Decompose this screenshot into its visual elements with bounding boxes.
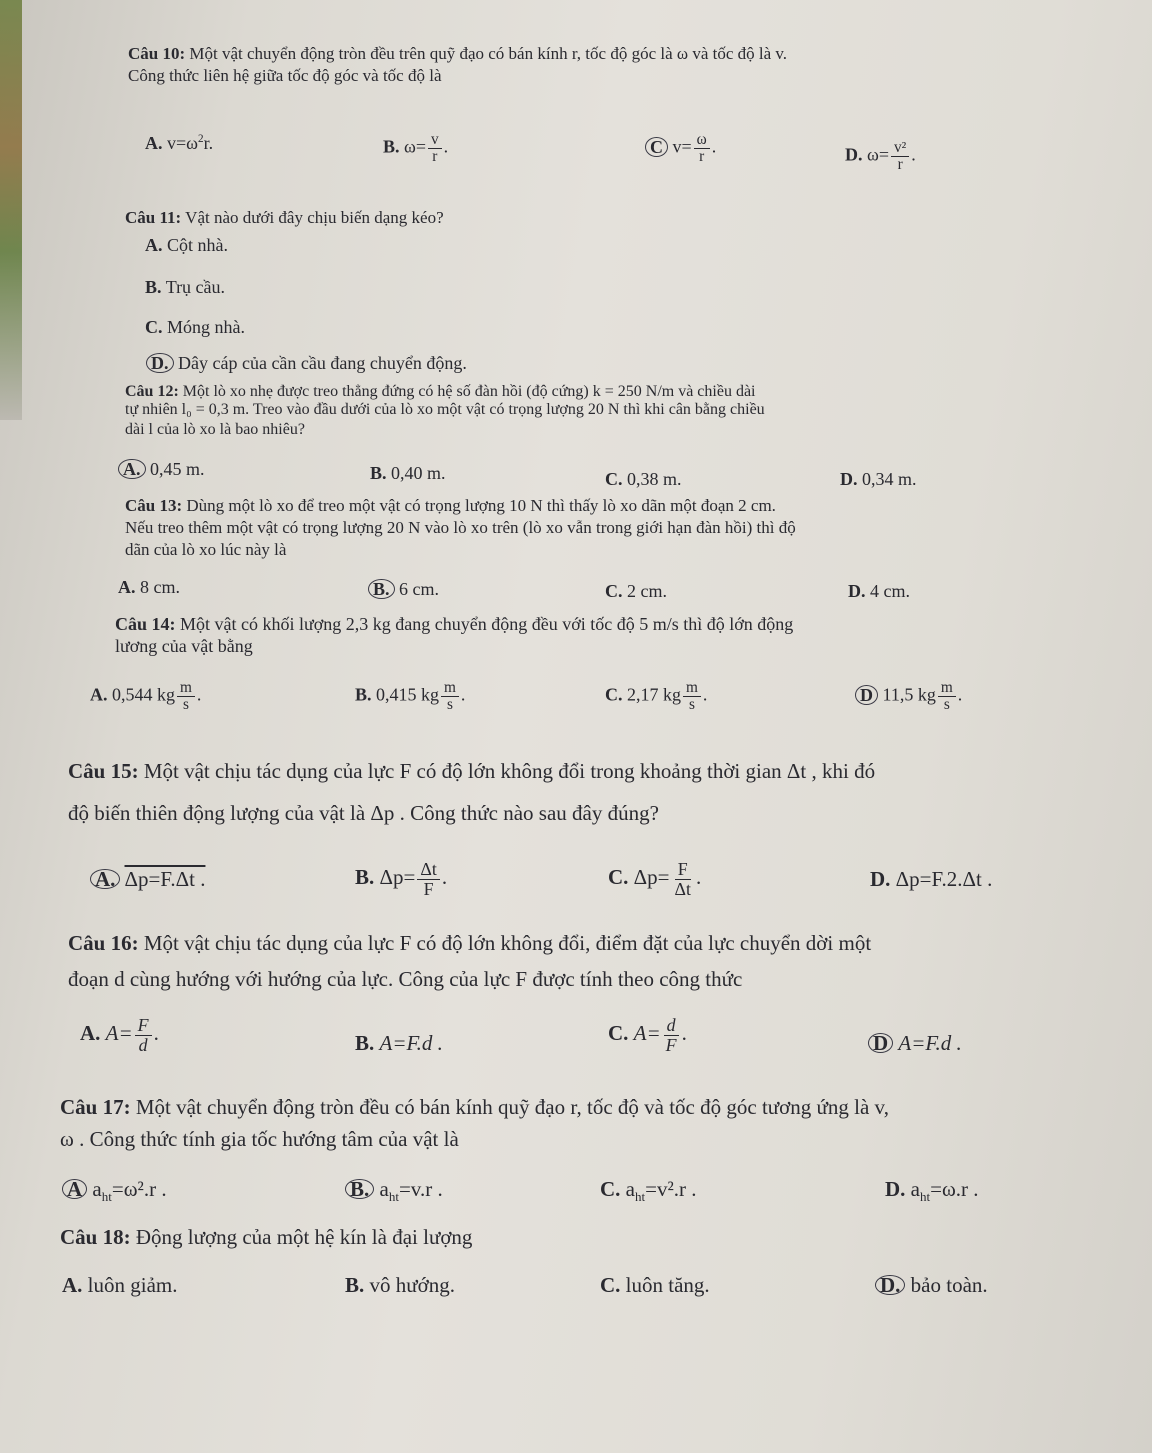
- option-b[interactable]: B. vô hướng.: [345, 1273, 456, 1297]
- question-text: Câu 14: Một vật có khối lượng 2,3 kg đang chuyển động đều với tốc độ 5 m/s thì độ lớn động: [115, 614, 794, 634]
- option-c[interactable]: C. $a_{ht}=v^2.r$ .: [600, 1177, 697, 1205]
- question-text: lương của vật bằng: [115, 636, 253, 656]
- option-a[interactable]: A. Cột nhà.: [145, 235, 228, 255]
- option-d[interactable]: D. bảo toàn.: [875, 1272, 988, 1298]
- question-text: Câu 13: Dùng một lò xo để treo một vật có trọng lượng 10 N thì thấy lò xo dãn một đoạn 2 cm.: [125, 496, 776, 515]
- question-text: Câu 11: Vật nào dưới đây chịu biến dạng kéo?: [125, 208, 444, 227]
- option-b[interactable]: B. A=F.d .: [355, 1031, 443, 1055]
- question-text: Câu 17: Một vật chuyển động tròn đều có bán kính quỹ đạo r, tốc độ và tốc độ góc tương ứng là v,: [60, 1095, 889, 1119]
- option-a[interactable]: A. $v=\omega^2r$.: [145, 133, 214, 153]
- question-text: Câu 18: Động lượng của một hệ kín là đại lượng: [60, 1225, 473, 1249]
- question-text: đoạn d cùng hướng với hướng của lực. Công của lực F được tính theo công thức: [68, 967, 743, 991]
- question-text: Câu 10: Một vật chuyển động tròn đều trên quỹ đạo có bán kính r, tốc độ góc là ω và tốc độ là v.: [128, 44, 788, 63]
- option-d[interactable]: D. ω= $\frac{\text{v²}}{r}$ .: [845, 139, 916, 174]
- question-text: độ biến thiên động lượng của vật là Δp . Công thức nào sau đây đúng?: [68, 801, 659, 825]
- question-text: Câu 15: Một vật chịu tác dụng của lực F có độ lớn không đổi trong khoảng thời gian Δt , khi đó: [68, 759, 876, 783]
- option-b[interactable]: B. Trụ cầu.: [145, 277, 226, 297]
- option-a[interactable]: A. luôn giảm.: [62, 1273, 178, 1297]
- option-c[interactable]: C. 2 cm.: [605, 581, 667, 601]
- option-c[interactable]: C. 2,17 kg $\frac{m}{s}$ .: [605, 679, 708, 714]
- option-c[interactable]: C. 0,38 m.: [605, 469, 682, 489]
- question-text: dãn của lò xo lúc này là: [125, 540, 287, 559]
- question-text: tự nhiên l₀ = 0,3 m. Treo vào đầu dưới của lò xo một vật có trọng lượng 20 N thì khi cân bằng chiều: [125, 401, 765, 418]
- option-d[interactable]: D A=F.d .: [868, 1030, 962, 1056]
- option-c[interactable]: C. Móng nhà.: [145, 317, 245, 337]
- option-a[interactable]: A. Δp=F.Δt .: [90, 866, 205, 892]
- option-b[interactable]: B. Δp= $\frac{\Delta t}{F}$ .: [355, 859, 448, 899]
- question-text: Câu 16: Một vật chịu tác dụng của lực F có độ lớn không đổi, điểm đặt của lực chuyển dời một: [68, 931, 872, 955]
- option-b[interactable]: B. $a_{ht}=v.r$ .: [345, 1176, 443, 1210]
- option-d[interactable]: D. Dây cáp của cần cầu đang chuyển động.: [146, 352, 467, 374]
- question-text: dài l của lò xo là bao nhiêu?: [125, 421, 305, 438]
- option-a[interactable]: A. 0,45 m.: [118, 458, 205, 480]
- option-c[interactable]: C v= $\frac{\omega}{r}$ .: [645, 132, 716, 165]
- option-b[interactable]: B. ω= $\frac{v}{r}$ .: [383, 131, 449, 166]
- question-text: ω . Công thức tính gia tốc hướng tâm của vật là: [60, 1127, 459, 1151]
- question-text: Nếu treo thêm một vật có trọng lượng 20 N vào lò xo trên (lò xo vẫn trong giới hạn đàn hồi) thì độ: [125, 518, 796, 537]
- option-a[interactable]: A. 8 cm.: [118, 577, 180, 597]
- option-d[interactable]: D. 0,34 m.: [840, 469, 917, 489]
- question-text: Công thức liên hệ giữa tốc độ góc và tốc độ là: [128, 66, 442, 85]
- option-b[interactable]: B. 0,40 m.: [370, 463, 446, 483]
- option-d[interactable]: D 11,5 kg $\frac{m}{s}$ .: [855, 680, 962, 713]
- option-d[interactable]: D. $a_{ht}=\omega.r$ .: [885, 1177, 979, 1205]
- question-text: Câu 12: Một lò xo nhẹ được treo thẳng đứng có hệ số đàn hồi (độ cứng) k = 250 N/m và chiều dài: [125, 383, 756, 400]
- paper-edge-background: [0, 0, 22, 420]
- option-c[interactable]: C. Δp= $\frac{F}{\Delta t}$ .: [608, 859, 702, 899]
- option-a[interactable]: A $a_{ht}=\omega^2.r$ .: [62, 1176, 167, 1210]
- option-a[interactable]: A. A= $\frac{F}{d}$ .: [80, 1015, 159, 1055]
- option-d[interactable]: D. 4 cm.: [848, 581, 910, 601]
- option-b[interactable]: B. 0,415 kg $\frac{m}{s}$ .: [355, 679, 466, 714]
- option-a[interactable]: A. 0,544 kg $\frac{m}{s}$ .: [90, 679, 202, 714]
- option-b[interactable]: B. 6 cm.: [368, 578, 439, 600]
- option-d[interactable]: D. Δp=F.2.Δt .: [870, 867, 993, 891]
- option-c[interactable]: C. luôn tăng.: [600, 1273, 710, 1297]
- option-c[interactable]: C. A= $\frac{d}{F}$ .: [608, 1015, 687, 1055]
